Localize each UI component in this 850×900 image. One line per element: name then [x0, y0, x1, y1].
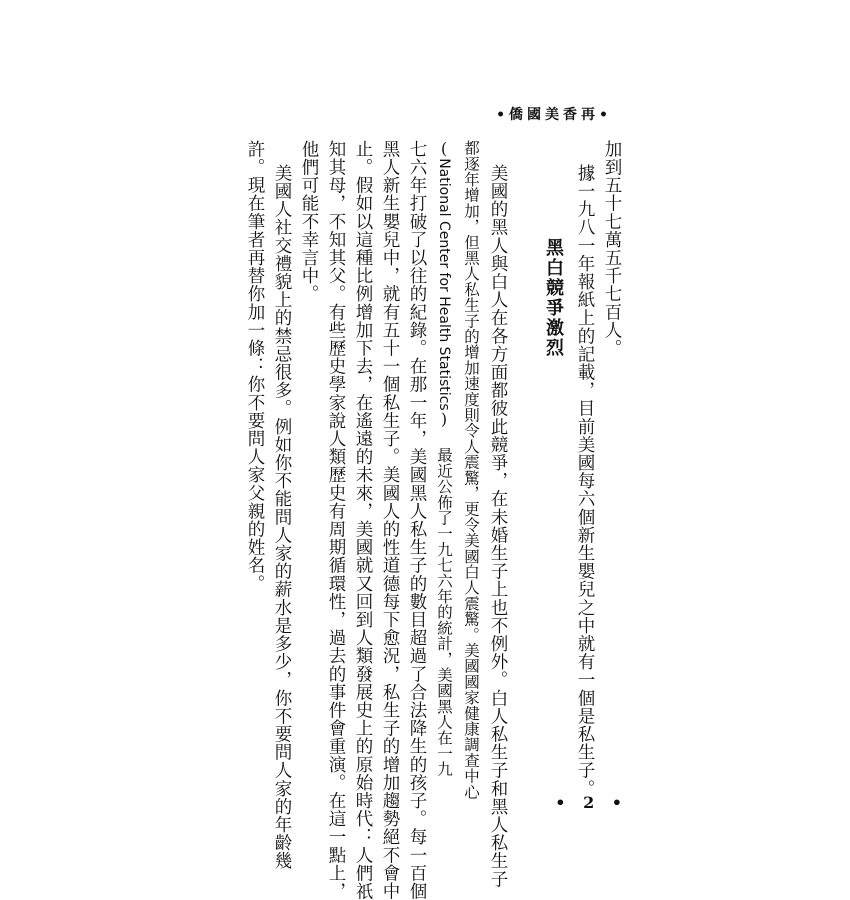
text-column-5-rest: ) 最近公佈了一九七六年的統計，美國黑人在一九	[435, 410, 453, 777]
section-heading: 黑白競爭激烈	[543, 238, 564, 358]
text-column-11: 美國人社交禮貌上的禁忌很多。例如你不能問人家的薪水是多少，你不要問人家的年齡幾	[272, 164, 292, 870]
text-column-7: 黑人新生嬰兒中，就有五十一個私生子。美國人的性道德每下愈況，私生子的增加趨勢絕不會中	[380, 140, 400, 900]
text-column-5-open: (	[435, 140, 453, 159]
text-column-12: 許。現在筆者再替你加一條：你不要問人家父親的姓名。	[245, 140, 265, 593]
text-column-4: 都逐年增加，但黑人私生子的增加速度則令人震驚，更令美國白人震驚。美國國家健康調查中心	[462, 140, 480, 800]
text-column-2: 據一九八一年報紙上的記載，目前美國每六個新生嬰兒之中就有一個是私生子。	[575, 164, 595, 798]
text-column-3: 美國的黑人與白人在各方面都彼此競爭，在未婚生子上也不例外。白人私生子和黑人私生子	[488, 164, 508, 888]
page-number: • 2 •	[555, 793, 628, 812]
text-column-8: 止。假如以這種比例增加下去，在遙遠的未來，美國就又回到人類發展史上的原始時代：人們祇	[353, 140, 373, 900]
text-column-10: 他們可能不幸言中。	[299, 140, 319, 303]
text-column-9: 知其母，不知其父。有些歷史學家說人類歷史有周期循環性，過去的事件會重演。在這一點上，	[326, 140, 346, 900]
text-column-6: 七六年打破了以往的紀錄。在那一年，美國黑人私生子的數目超過了合法降生的孩子。每一百個	[407, 140, 427, 900]
text-column-1: 加到五十七萬五千七百人。	[602, 140, 622, 358]
running-head: •僑國美香再•	[496, 107, 612, 123]
text-column-5-latin: National Center for Health Statistics	[436, 158, 452, 411]
text-column-5	[432, 140, 456, 777]
